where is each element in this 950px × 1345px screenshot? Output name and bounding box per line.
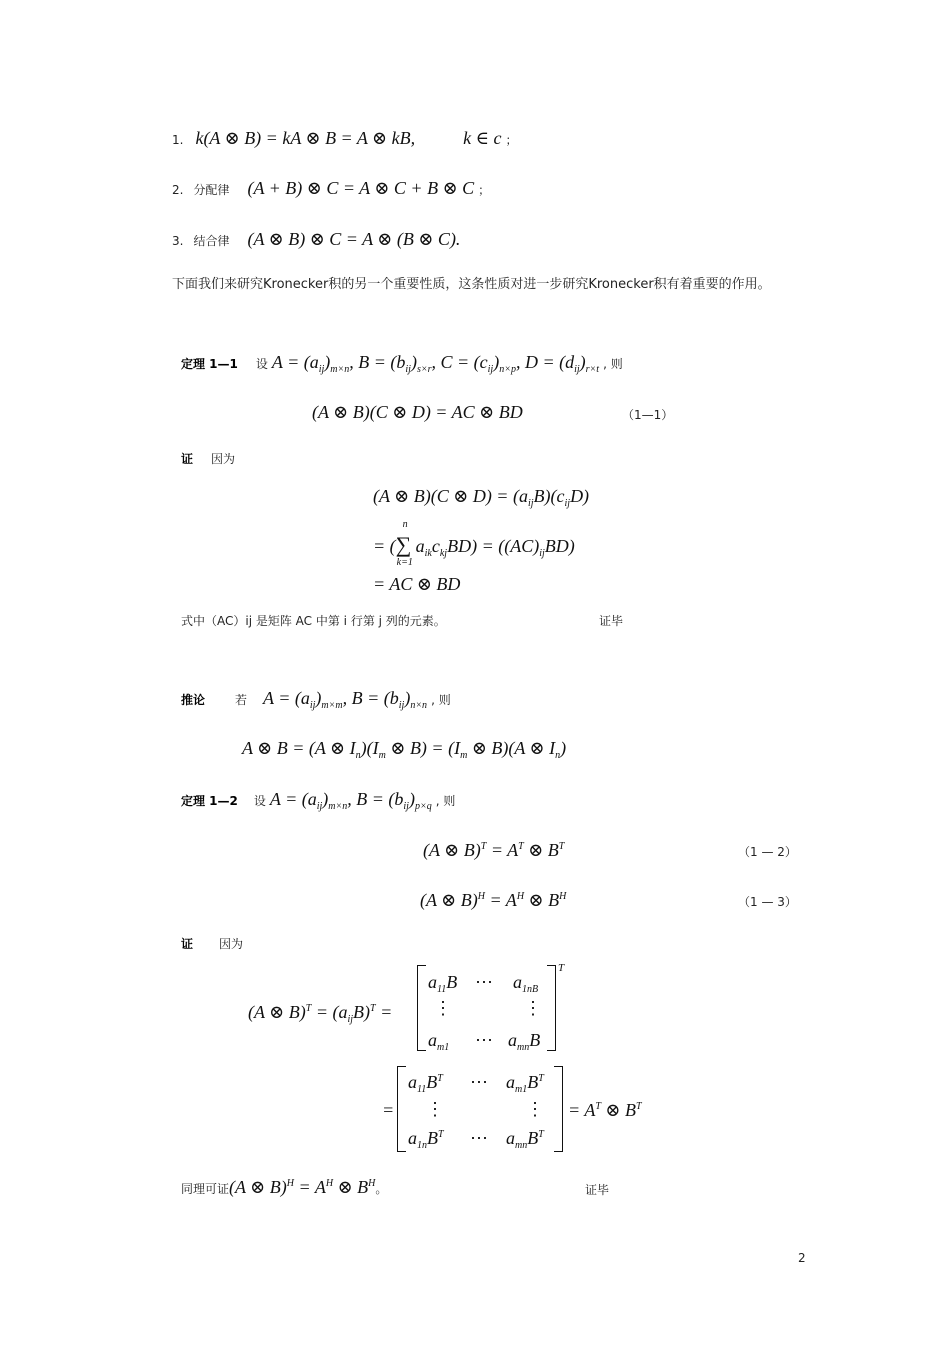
sum-lower-limit: k=1 [396, 557, 413, 568]
theorem-2-equation-1-3 [420, 890, 566, 911]
proof-1-line-1-a: (A ⊗ B)(C ⊗ D) = (a [373, 486, 528, 506]
matrix-2-hdots-top: ⋯ [470, 1072, 488, 1092]
eq-1-2-rhs-sup: T [558, 841, 565, 852]
similar-sup-2: H [325, 1178, 334, 1189]
matrix-2-r1c2: $a_{m1}B^T$ [506, 1072, 544, 1095]
summation-symbol [395, 519, 416, 568]
property-1 [172, 128, 517, 149]
corollary-b-sub: ij [398, 700, 405, 711]
proof-2-rhs-b: ⊗ B [600, 1100, 636, 1120]
property-3 [172, 229, 460, 250]
proof-2-lhs-1-sup: T [305, 1003, 312, 1014]
property-1-formula: k(A ⊗ B) = kA ⊗ B = A ⊗ kB, [195, 128, 416, 148]
theorem-2-b-def: , B = (b [347, 789, 404, 809]
theorem-2-a-dim: m×n [328, 801, 348, 812]
proof-2-lhs-4: = [375, 1002, 393, 1022]
corollary-eq-sub-4: n [555, 750, 561, 761]
proof-1-line-1-mid: B)(c [533, 486, 565, 506]
eq-1-3-rhs: ⊗ B [524, 890, 560, 910]
proof-2-header [181, 935, 243, 953]
proof-1-line-2-rest: BD) = ((AC) [447, 536, 540, 556]
proof-1-line-1 [373, 486, 589, 509]
theorem-2-equation-1-2 [423, 840, 564, 861]
theorem-1-a-def: A = (a [271, 352, 319, 372]
proof-2-rhs-sup-1: T [595, 1101, 601, 1112]
corollary-a-dim: m×m [321, 700, 343, 711]
proof-1-header [181, 450, 235, 468]
sum-sign: ∑ [395, 532, 412, 557]
theorem-2-a-def: A = (a [269, 789, 317, 809]
matrix-1-r1c1: $a_{11}B$ [428, 972, 458, 995]
matrix-1-transpose: T [558, 962, 565, 974]
theorem-1-statement [181, 352, 623, 375]
proof-1-line-3: = AC ⊗ BD [373, 574, 461, 594]
proof-2-rhs-sup-2: T [635, 1101, 642, 1112]
property-2 [172, 178, 490, 199]
matrix-2-vdots-right: ⋮ [526, 1099, 544, 1119]
matrix-2-r1c1: $a_{11}B^T$ [408, 1072, 443, 1095]
corollary-eq-part-1: A ⊗ B = (A ⊗ I [242, 738, 356, 758]
theorem-2-text-post: , 则 [435, 794, 456, 808]
property-2-number: 2. [172, 183, 184, 197]
property-1-end: ； [505, 133, 518, 147]
proof-2-lhs [248, 1002, 392, 1025]
theorem-2-eq-number-1-2: （1 — 2） [738, 845, 797, 859]
similar-sup-1: H [286, 1178, 294, 1189]
proof-1-because: 因为 [211, 452, 236, 466]
theorem-2-statement [181, 789, 455, 812]
similar-mid: = A [294, 1177, 326, 1197]
eq-1-3-rhs-sup: H [559, 891, 567, 902]
similar-text: 同理可证 [181, 1182, 230, 1196]
proof-1-line-2-c-sub: kj [439, 548, 448, 559]
proof-1-line-1-end: D) [570, 486, 590, 506]
proof-1-qed: 证毕 [599, 614, 624, 628]
proof-2-lhs-3: B) [353, 1002, 371, 1022]
theorem-1-a-dim: m×n [330, 364, 350, 375]
theorem-1-d-def: , D = (d [515, 352, 575, 372]
proof-1-line-2-rest-sub: ij [539, 548, 545, 559]
proof-1-label: 证 [181, 452, 194, 466]
corollary-text-pre: 若 [235, 693, 248, 707]
proof-1-line-1-sub-1: ij [527, 498, 534, 509]
property-3-label: 结合律 [193, 234, 230, 248]
theorem-1-b-close: ) [410, 352, 417, 372]
theorem-1-c-dim: n×p [499, 364, 516, 375]
corollary-text-post: , 则 [431, 693, 451, 707]
similar-sup-3: H [368, 1178, 376, 1189]
eq-1-3-lhs: (A ⊗ B) [420, 890, 478, 910]
theorem-2-text-pre: 设 [253, 794, 266, 808]
property-2-end: ； [478, 183, 491, 197]
theorem-2-b-close: ) [408, 789, 415, 809]
property-2-label: 分配律 [193, 183, 230, 197]
theorem-1-equation: (A ⊗ B)(C ⊗ D) = AC ⊗ BD [312, 402, 523, 422]
proof-1-line-2-end: BD) [544, 536, 575, 556]
property-3-number: 3. [172, 234, 184, 248]
corollary-eq-part-4: ⊗ B)(A ⊗ I [467, 738, 556, 758]
eq-1-3-mid-sup: H [516, 891, 525, 902]
theorem-1-c-def: , C = (c [431, 352, 488, 372]
theorem-1-b-sub: ij [405, 364, 411, 375]
theorem-1-label: 定理 1—1 [181, 357, 238, 371]
corollary-b-close: ) [404, 688, 411, 708]
proof-2-rhs-a: = A [568, 1100, 596, 1120]
matrix-1-r3c1: $a_{m1}$ [428, 1030, 450, 1053]
theorem-2-eq-number-1-3: （1 — 3） [738, 895, 797, 909]
theorem-1-d-dim: r×t [585, 364, 600, 375]
proof-1-line-2 [373, 519, 575, 568]
theorem-1-d-sub: ij [574, 364, 580, 375]
proof-2-rhs [568, 1100, 642, 1121]
eq-1-2-lhs-sup: T [480, 841, 487, 852]
property-1-number: 1. [172, 133, 184, 147]
corollary-eq-part-2: )(I [360, 738, 379, 758]
proof-2-lhs-1: (A ⊗ B) [248, 1002, 306, 1022]
eq-1-3-lhs-sup: H [477, 891, 485, 902]
theorem-1-c-sub: ij [487, 364, 494, 375]
theorem-1-eq-number: （1—1） [622, 408, 674, 422]
corollary-b-def: , B = (b [342, 688, 399, 708]
matrix-2-r3c1: $a_{1n}B^T$ [408, 1128, 444, 1151]
proof-1-line-2-eq: = ( [373, 536, 396, 556]
corollary-eq-part-3: ⊗ B) = (I [385, 738, 461, 758]
corollary-eq-sub-3: m [460, 750, 468, 761]
proof-2-lhs-3-sup: T [370, 1003, 376, 1014]
theorem-1-text-pre: 设 [255, 357, 268, 371]
matrix-1-r3c2: $a_{mn}B$ [508, 1030, 541, 1053]
proof-2-lhs-2: = (a [311, 1002, 348, 1022]
proof-2-eq-2: = [382, 1100, 395, 1120]
matrix-2-hdots-bottom: ⋯ [470, 1128, 488, 1148]
theorem-1-c-close: ) [493, 352, 500, 372]
proof-2-label: 证 [181, 937, 194, 951]
proof-2-qed: 证毕 [585, 1183, 610, 1197]
theorem-2-label: 定理 1—2 [181, 794, 238, 808]
theorem-2-b-dim: p×q [414, 801, 432, 812]
similar-lhs: (A ⊗ B) [229, 1177, 287, 1197]
intro-paragraph: 下面我们来研究Kronecker积的另一个重要性质，这条性质对进一步研究Kronecker积有着重要的作用。 [172, 277, 771, 292]
similar-end: 。 [375, 1182, 388, 1196]
theorem-2-a-sub: ij [316, 801, 323, 812]
corollary-equation [242, 738, 566, 761]
corollary-b-dim: n×n [410, 700, 428, 711]
eq-1-2-lhs: (A ⊗ B) [423, 840, 481, 860]
theorem-1-b-def: , B = (b [349, 352, 406, 372]
proof-1-note: 式中（AC）ij 是矩阵 AC 中第 i 行第 j 列的元素。 [181, 614, 446, 628]
property-2-formula: (A + B) ⊗ C = A ⊗ C + B ⊗ C [247, 178, 475, 198]
corollary-statement [181, 688, 451, 711]
eq-1-2-rhs: ⊗ B [523, 840, 559, 860]
corollary-a-def: A = (a [263, 688, 310, 708]
corollary-label: 推论 [181, 693, 206, 707]
matrix-1-vdots-left: ⋮ [434, 998, 452, 1018]
theorem-2-b-sub: ij [403, 801, 409, 812]
property-1-condition: k ∈ c [463, 128, 502, 148]
page-number: 2 [798, 1251, 806, 1265]
proof-1-line-2-a-sub: ik [424, 548, 432, 559]
theorem-1-d-close: ) [579, 352, 586, 372]
theorem-1-text-post: , 则 [603, 357, 623, 371]
proof-2-similar [181, 1177, 387, 1198]
matrix-2-vdots-left: ⋮ [426, 1099, 444, 1119]
proof-2-because: 因为 [219, 937, 244, 951]
property-3-formula: (A ⊗ B) ⊗ C = A ⊗ (B ⊗ C). [247, 229, 461, 249]
proof-1-line-2-a: a [415, 536, 425, 556]
corollary-eq-sub-1: n [355, 750, 361, 761]
eq-1-2-mid: = A [486, 840, 519, 860]
theorem-1-a-close: ) [324, 352, 331, 372]
proof-2-lhs-2-sub: ij [347, 1014, 354, 1025]
proof-1-line-1-sub-2: ij [564, 498, 571, 509]
theorem-2-a-close: ) [322, 789, 329, 809]
sum-upper-limit: n [402, 519, 408, 530]
matrix-1-r1c2: $a_{1nB}$ [513, 972, 539, 995]
corollary-eq-sub-2: m [378, 750, 386, 761]
matrix-1-hdots-bottom: ⋯ [475, 1030, 493, 1050]
corollary-a-close: ) [315, 688, 322, 708]
matrix-1-hdots-top: ⋯ [475, 972, 493, 992]
theorem-1-b-dim: s×r [416, 364, 432, 375]
corollary-a-sub: ij [309, 700, 316, 711]
eq-1-3-mid: = A [484, 890, 517, 910]
corollary-eq-part-5: ) [560, 738, 567, 758]
matrix-1-vdots-right: ⋮ [524, 998, 542, 1018]
proof-1-line-2-c: c [431, 536, 440, 556]
matrix-2-r3c2: $a_{mn}B^T$ [506, 1128, 544, 1151]
similar-rhs: ⊗ B [333, 1177, 369, 1197]
theorem-1-a-sub: ij [318, 364, 325, 375]
eq-1-2-mid-sup: T [518, 841, 524, 852]
